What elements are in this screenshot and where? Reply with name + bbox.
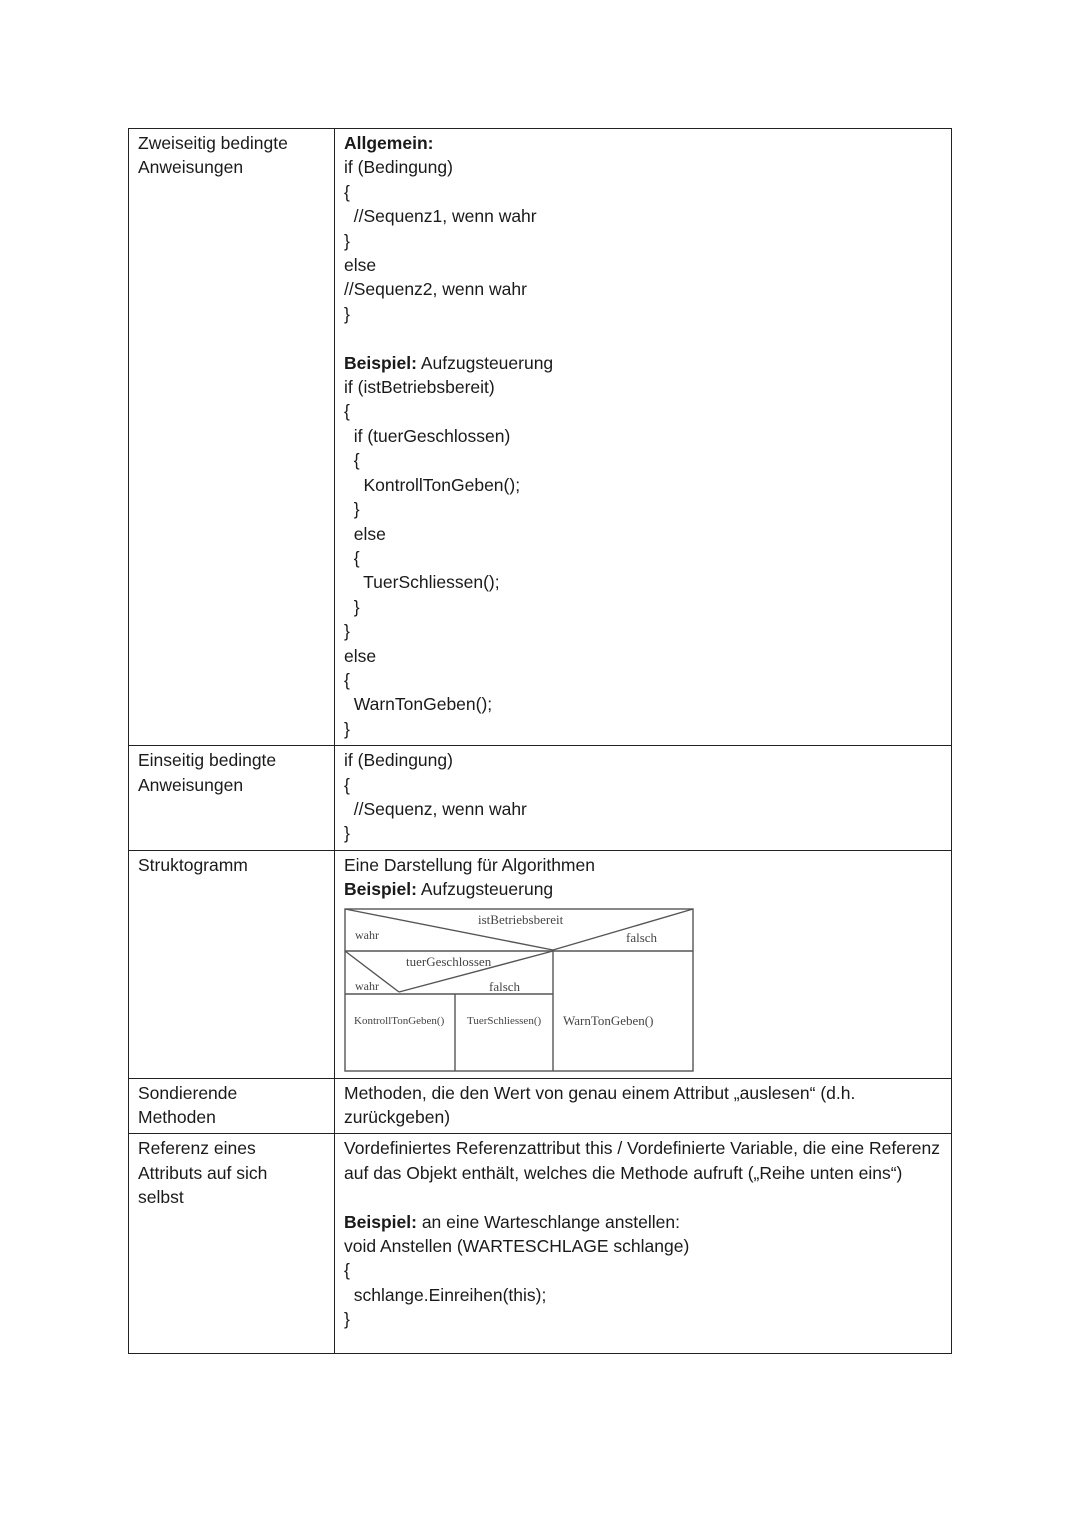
code-line: //Sequenz1, wenn wahr	[344, 206, 537, 227]
code-line: {	[344, 450, 360, 471]
code-line: //Sequenz, wenn wahr	[344, 798, 527, 819]
inner-true-label: wahr	[355, 978, 379, 993]
example-heading: Beispiel: Aufzugsteuerung	[344, 879, 554, 900]
glossary-table	[128, 128, 952, 1354]
code-line: else	[344, 523, 386, 544]
term-text: Einseitig bedingte	[138, 750, 277, 771]
code-line: //Sequenz2, wenn wahr	[344, 279, 527, 300]
definition-cell	[335, 1134, 952, 1354]
table-row	[129, 746, 952, 851]
term-text: Zweiseitig bedingte	[138, 133, 288, 153]
code-line: }	[344, 718, 350, 739]
code-line: {	[344, 181, 350, 202]
table-row	[129, 1078, 952, 1134]
term-cell	[129, 129, 335, 746]
code-line: {	[344, 1260, 350, 1281]
code-line: {	[344, 401, 350, 422]
code-line: }	[344, 621, 350, 642]
outer-false-label: falsch	[626, 929, 658, 945]
definition-cell	[335, 129, 952, 746]
action-warnton-label: WarnTonGeben()	[563, 1012, 654, 1028]
code-line: if (Bedingung)	[344, 157, 453, 178]
code-line: }	[344, 303, 350, 324]
code-line: }	[344, 230, 350, 251]
code-line: if (istBetriebsbereit)	[344, 377, 495, 398]
term-text: Methoden	[138, 1107, 216, 1127]
code-line: schlange.Einreihen(this);	[344, 1284, 547, 1305]
term-cell	[129, 850, 335, 1078]
code-line: if (tuerGeschlossen)	[344, 425, 511, 446]
description-text: Methoden, die den Wert von genau einem Attribut „auslesen“ (d.h. zurückgeben)	[344, 1082, 856, 1127]
definition-cell	[335, 850, 952, 1078]
term-text: Anweisungen	[138, 774, 244, 795]
code-line: {	[344, 774, 350, 795]
code-line: if (Bedingung)	[344, 750, 453, 771]
example-heading: Beispiel: Aufzugsteuerung	[344, 352, 554, 373]
example-heading: Beispiel: an eine Warteschlange anstellen:	[344, 1211, 680, 1232]
code-line: }	[344, 823, 350, 844]
outer-condition-label: istBetriebsbereit	[478, 911, 564, 927]
action-tuerschliessen-label: TuerSchliessen()	[467, 1014, 542, 1027]
code-line: }	[344, 1309, 350, 1330]
code-line: else	[344, 255, 377, 276]
term-text: Sondierende	[138, 1082, 238, 1103]
definition-cell	[335, 1078, 952, 1134]
code-line: {	[344, 669, 350, 690]
term-text: Anweisungen	[138, 157, 244, 178]
term-cell	[129, 1078, 335, 1134]
term-cell	[129, 1134, 335, 1354]
code-line: TuerSchliessen();	[344, 572, 500, 593]
code-line: KontrollTonGeben();	[344, 474, 521, 495]
term-text: Struktogramm	[138, 854, 248, 875]
code-line: }	[344, 499, 360, 520]
term-cell	[129, 746, 335, 851]
term-text: Referenz eines	[138, 1138, 256, 1159]
description-text: Vordefiniertes Referenzattribut this / Vordefinierte Variable, die eine Referenz auf das Objekt enthält, welches die Methode aufruft („Reihe unten eins“)	[344, 1138, 940, 1183]
definition-cell	[335, 746, 952, 851]
table-row	[129, 850, 952, 1078]
inner-false-label: falsch	[489, 978, 521, 994]
section-label: Allgemein:	[344, 133, 434, 153]
term-text: Attributs auf sich	[138, 1162, 268, 1183]
table-row	[129, 129, 952, 746]
code-line: }	[344, 596, 360, 617]
table-row	[129, 1134, 952, 1354]
description-text: Eine Darstellung für Algorithmen	[344, 854, 595, 875]
inner-condition-label: tuerGeschlossen	[406, 953, 492, 969]
struktogramm-diagram	[344, 908, 696, 1074]
term-text: selbst	[138, 1187, 184, 1208]
outer-true-label: wahr	[355, 927, 379, 942]
code-line: else	[344, 645, 377, 666]
code-line: {	[344, 547, 360, 568]
action-kontrollton-label: KontrollTonGeben()	[354, 1014, 445, 1027]
code-line: void Anstellen (WARTESCHLAGE schlange)	[344, 1236, 690, 1257]
code-line: WarnTonGeben();	[344, 694, 493, 715]
